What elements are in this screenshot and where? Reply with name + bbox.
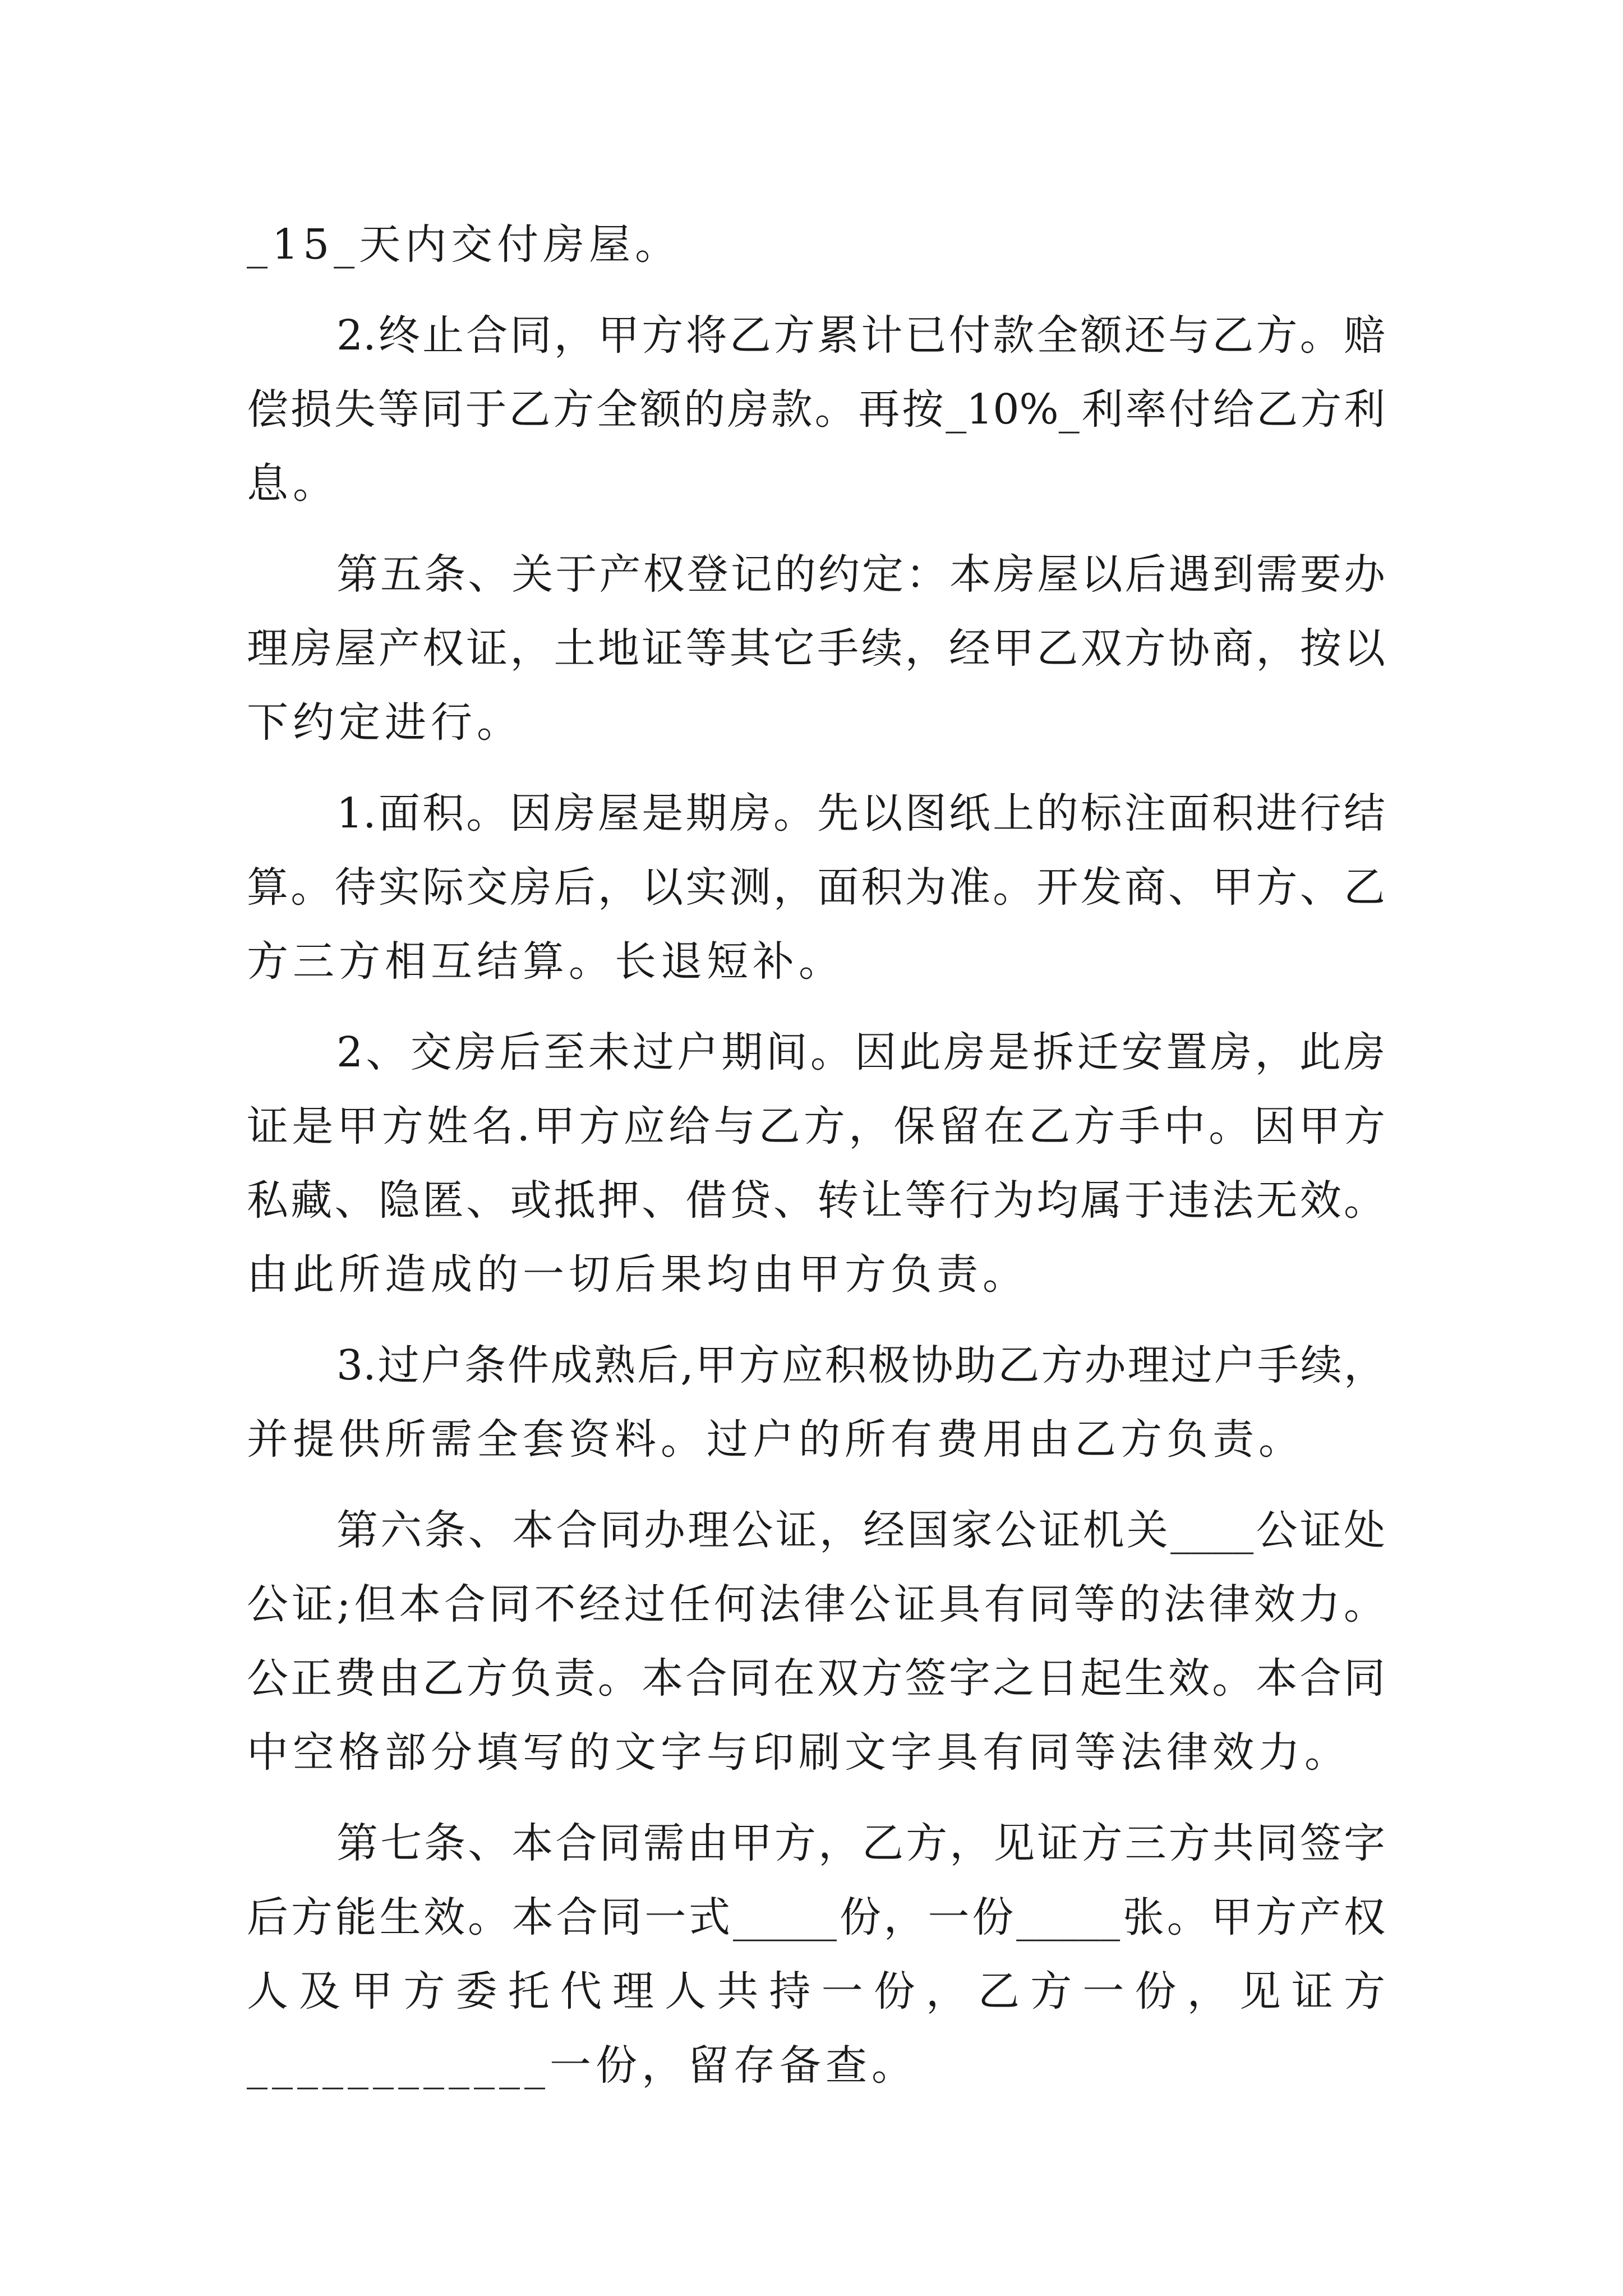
paragraph-line: 3.过户条件成熟后,甲方应积极协助乙方办理过户手续， — [336, 1341, 1385, 1389]
paragraph-line: 并提供所需全套资料。过户的所有费用由乙方负责。 — [247, 1415, 1304, 1464]
paragraph-line: 理房屋产权证，土地证等其它手续，经甲乙双方协商，按以 — [247, 624, 1385, 673]
paragraph-line: 私藏、隐匿、或抵押、借贷、转让等行为均属于违法无效。 — [247, 1176, 1385, 1225]
paragraph-line: 算。待实际交房后，以实测，面积为准。开发商、甲方、乙 — [247, 863, 1385, 912]
paragraph-line: 息。 — [247, 459, 339, 508]
paragraph-line: 公正费由乙方负责。本合同在双方签字之日起生效。本合同 — [247, 1654, 1385, 1703]
paragraph-line: 第五条、关于产权登记的约定：本房屋以后遇到需要办 — [336, 550, 1385, 599]
paragraph-line: 偿损失等同于乙方全额的房款。再按_10%_利率付给乙方利 — [247, 385, 1385, 434]
paragraph-line: 1.面积。因房屋是期房。先以图纸上的标注面积进行结 — [336, 789, 1385, 838]
paragraph-line: 2、交房后至未过户期间。因此房是拆迁安置房，此房 — [336, 1028, 1385, 1076]
paragraph-line: 由此所造成的一切后果均由甲方负责。 — [247, 1250, 1029, 1299]
paragraph-line: 下约定进行。 — [247, 698, 523, 747]
paragraph-line: 后方能生效。本合同一式_____份，一份_____张。甲方产权 — [247, 1893, 1385, 1941]
paragraph-line: 第六条、本合同办理公证，经国家公证机关____公证处 — [336, 1506, 1385, 1554]
paragraph-line: 中空格部分填写的文字与印刷文字具有同等法律效力。 — [247, 1728, 1350, 1777]
paragraph-line: 公证;但本合同不经过任何法律公证具有同等的法律效力。 — [247, 1580, 1385, 1628]
paragraph-line: 方三方相互结算。长退短补。 — [247, 937, 845, 986]
paragraph-line: 证是甲方姓名.甲方应给与乙方，保留在乙方手中。因甲方 — [247, 1102, 1385, 1151]
paragraph-line: 第七条、本合同需由甲方，乙方，见证方三方共同签字 — [336, 1819, 1385, 1867]
paragraph-line: 人及甲方委托代理人共持一份，乙方一份，见证方 — [247, 1967, 1385, 2016]
paragraph-line: ____________一份，留存备查。 — [247, 2041, 917, 2090]
paragraph-line: _15_天内交付房屋。 — [247, 220, 681, 269]
paragraph-line: 2.终止合同，甲方将乙方累计已付款全额还与乙方。赔 — [336, 311, 1385, 360]
contract-page — [247, 208, 1385, 2102]
